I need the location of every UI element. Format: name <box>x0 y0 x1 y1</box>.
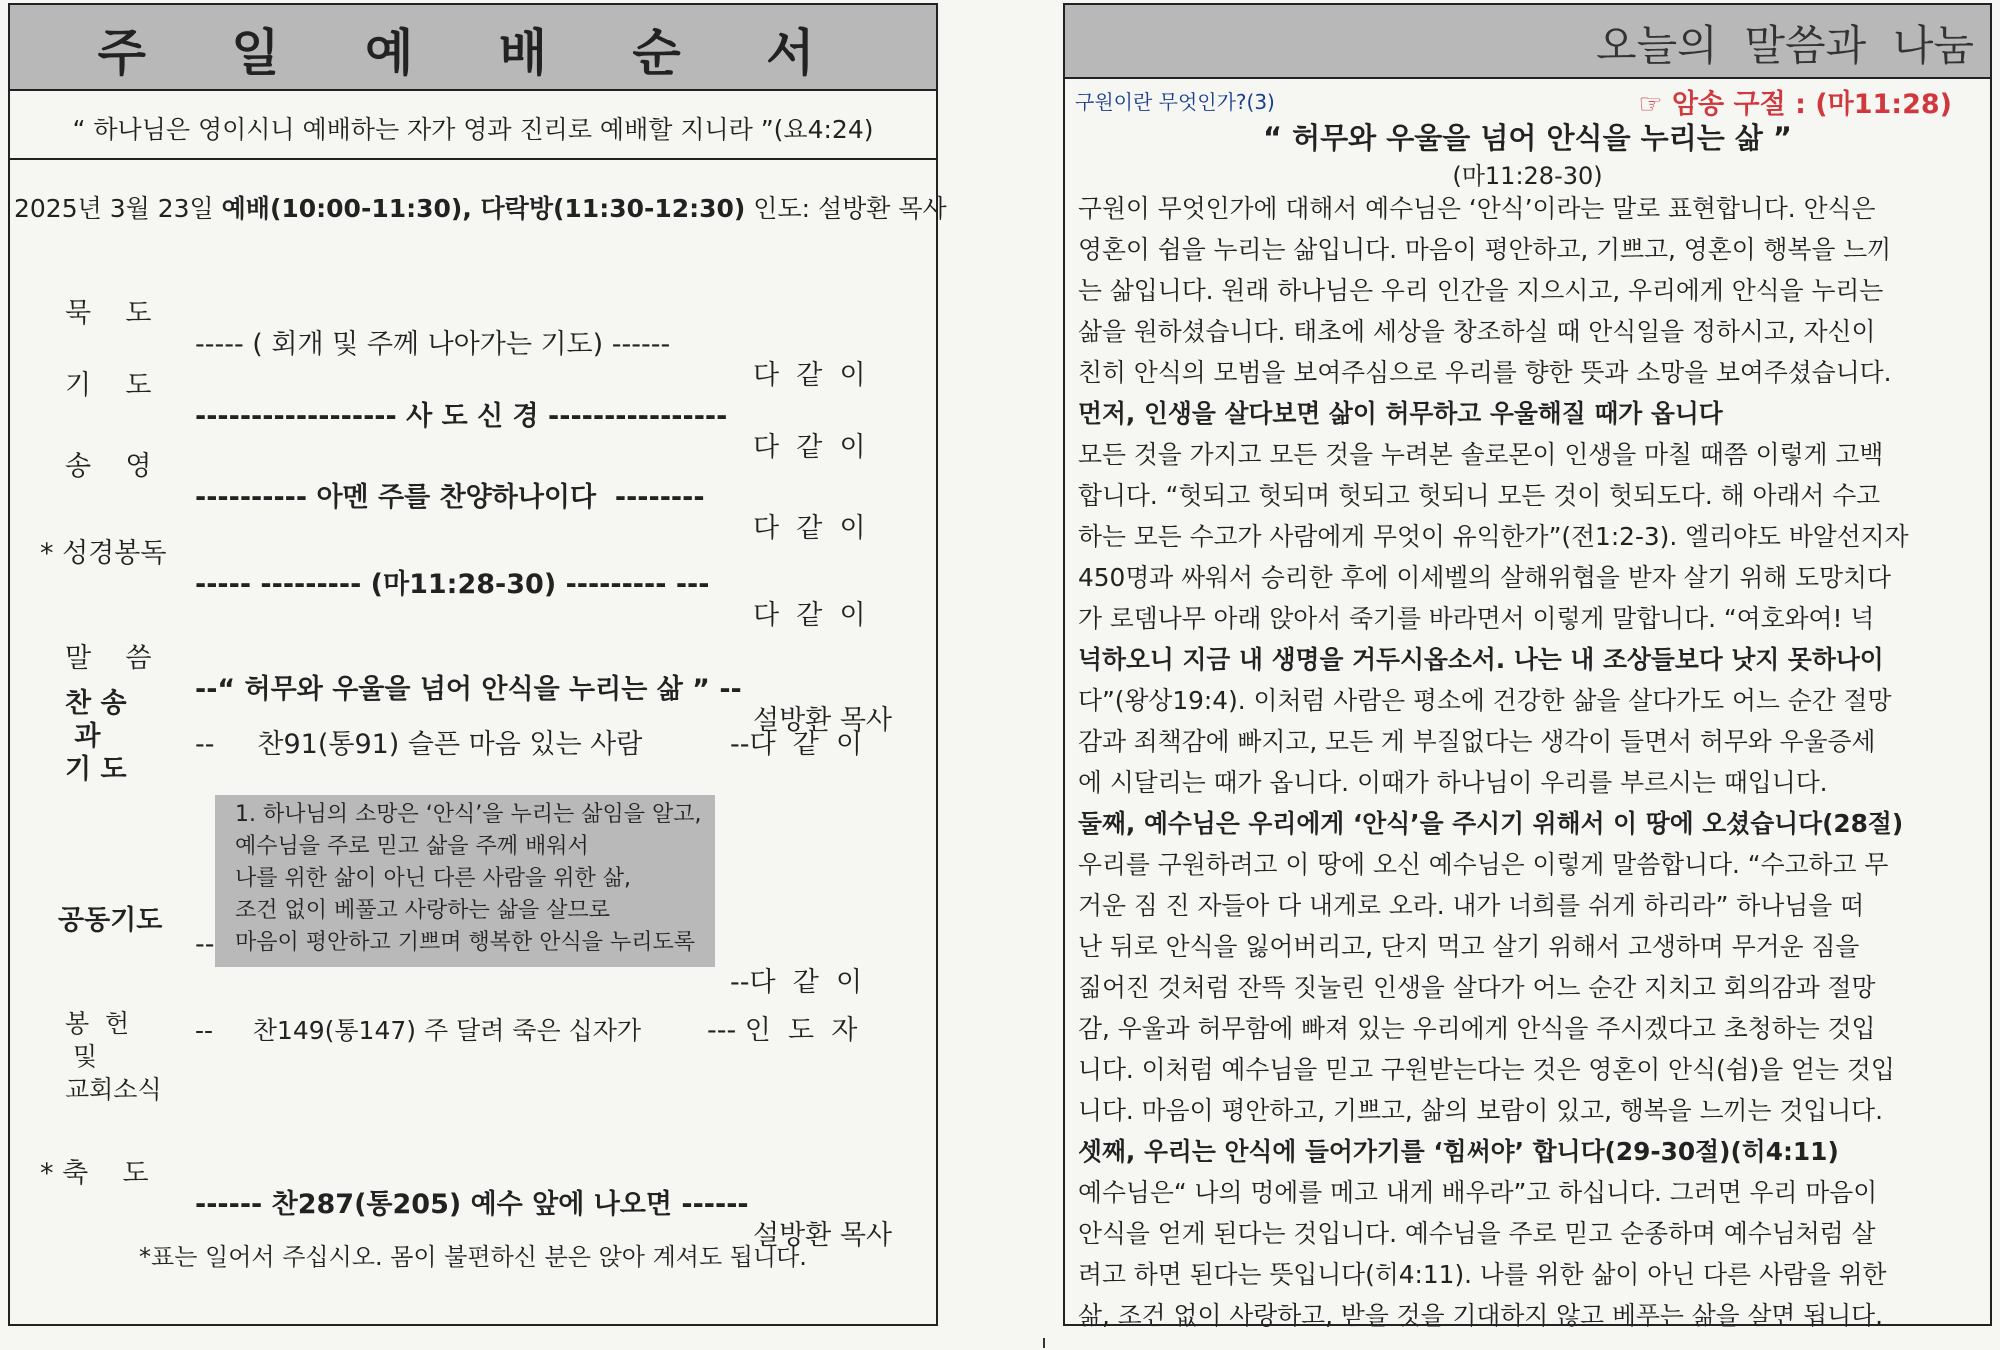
sermon-reference: (마11:28-30) <box>1452 162 1603 190</box>
sermon-body <box>1078 188 1978 1336</box>
sermon-line: 안식을 얻게 된다는 것입니다. 예수님을 주로 믿고 순종하며 예수님처럼 살 <box>1078 1219 1876 1248</box>
order-leader: 다 같 이 <box>753 513 866 544</box>
sermon-line: 예수님은“ 나의 멍에를 메고 내게 배우라”고 하십니다. 그러면 우리 마음이 <box>1078 1178 1878 1207</box>
sermon-line: 셋째, 우리는 안식에 들어가기를 ‘힘써야’ 합니다(29-30절)(히4:11) <box>1078 1137 1839 1166</box>
order-leader: 다 같 이 <box>753 600 866 631</box>
order-detail: ----- ( 회개 및 주께 나아가는 기도) ------ <box>195 329 671 360</box>
order-detail: -- 찬91(통91) 슬픈 마음 있는 사람 <box>195 729 643 760</box>
sermon-line: 다”(왕상19:4). 이처럼 사람은 평소에 건강한 삶을 살다가도 어느 순간 절망 <box>1078 686 1892 715</box>
prayer-line: 예수님을 주로 믿고 삶을 주께 배워서 <box>235 834 589 859</box>
worship-order-header <box>10 5 936 91</box>
order-detail: -- 찬149(통147) 주 달려 죽은 십자가 <box>195 1016 642 1045</box>
sermon-line: 합니다. “헛되고 헛되며 헛되고 헛되니 모든 것이 헛되도다. 해 아래서 수고 <box>1078 481 1881 510</box>
order-leader: 설방환 목사 <box>753 1220 892 1251</box>
sermon-line: 감과 죄책감에 빠지고, 모든 게 부질없다는 생각이 들면서 허무와 우울증세 <box>1078 727 1876 756</box>
order-detail: ------------------ 사 도 신 경 ---------------- <box>195 401 728 432</box>
sermon-line: 450명과 싸워서 승리한 후에 이세벨의 살해위협을 받자 살기 위해 도망치다 <box>1078 563 1891 592</box>
order-leader: --다 같 이 <box>730 967 863 998</box>
sermon-header <box>1065 5 1990 79</box>
sermon-line: 친히 안식의 모범을 보여주심으로 우리를 향한 뜻과 소망을 보여주셨습니다. <box>1078 358 1892 387</box>
sermon-line: 니다. 마음이 평안하고, 기쁘고, 삶의 보람이 있고, 행복을 느끼는 것입니다. <box>1078 1096 1884 1125</box>
sermon-line: 하는 모든 수고가 사람에게 무엇이 유익한가”(전1:2-3). 엘리야도 바알선지자 <box>1078 522 1909 551</box>
sermon-line: 구원이 무엇인가에 대해서 예수님은 ‘안식’이라는 말로 표현합니다. 안식은 <box>1078 194 1876 223</box>
order-detail: -- <box>195 929 215 960</box>
order-detail: ------ 찬287(통205) 예수 앞에 나오면 ------ <box>195 1189 749 1220</box>
order-detail: --“ 허무와 우울을 넘어 안식을 누리는 삶 ” -- <box>195 674 742 705</box>
standing-note: *표는 일어서 주십시오. 몸이 불편하신 분은 앉아 계셔도 됩니다. <box>139 1243 807 1271</box>
page-mark <box>1043 1338 1045 1348</box>
sermon-title: “ 허무와 우울을 넘어 안식을 누리는 삶 ” <box>1262 121 1792 155</box>
date-times: 예배(10:00-11:30), 다락방(11:30-12:30) <box>221 194 746 223</box>
date-leader: 인도: 설방환 목사 <box>745 194 947 223</box>
series-subtitle: 구원이란 무엇인가?(3) <box>1075 90 1275 114</box>
sermon-line: 가 로뎀나무 아래 앉아서 죽기를 바라면서 이렇게 말합니다. “여호와여! 넉 <box>1078 604 1875 633</box>
sermon-line: 둘째, 예수님은 우리에게 ‘안식’을 주시기 위해서 이 땅에 오셨습니다(28절) <box>1078 809 1904 838</box>
sermon-panel-title: 오늘의 말씀과 나눔 <box>1596 21 1974 70</box>
prayer-line: 조건 없이 베풀고 사랑하는 삶을 살므로 <box>235 898 610 923</box>
order-label: 찬 송 과 기 도 <box>65 688 127 785</box>
order-label: 말 씀 <box>65 643 152 674</box>
divider <box>10 158 936 160</box>
sermon-line: 삶을 원하셨습니다. 태초에 세상을 창조하실 때 안식일을 정하시고, 자신이 <box>1078 317 1876 346</box>
common-prayer-box <box>215 795 715 967</box>
sermon-line: 영혼이 쉼을 누리는 삶입니다. 마음이 평안하고, 기쁘고, 영혼이 행복을 느끼 <box>1078 235 1892 264</box>
worship-order-title: 주 일 예 배 순 서 <box>97 24 849 82</box>
order-label: 묵 도 <box>65 298 152 329</box>
prayer-line: 마음이 평안하고 기쁘며 행복한 안식을 누리도록 <box>235 930 696 955</box>
sermon-line: 감, 우울과 허무함에 빠져 있는 우리에게 안식을 주시겠다고 초청하는 것입 <box>1078 1014 1876 1043</box>
sermon-line: 에 시달리는 때가 옵니다. 이때가 하나님이 우리를 부르시는 때입니다. <box>1078 768 1828 797</box>
memory-verse: ☞ 암송 구절 : (마11:28) <box>1638 89 1952 120</box>
prayer-line: 나를 위한 삶이 아닌 다른 사람을 위한 삶, <box>235 866 631 891</box>
order-label: 송 영 <box>65 451 152 482</box>
service-date <box>14 189 947 225</box>
order-leader: 다 같 이 <box>753 432 866 463</box>
sermon-line: 짊어진 것처럼 잔뜩 짓눌린 인생을 살다가 어느 순간 지치고 회의감과 절망 <box>1078 973 1876 1002</box>
sermon-line: 난 뒤로 안식을 잃어버리고, 단지 먹고 살기 위해서 고생하며 무거운 짐을 <box>1078 932 1860 961</box>
sermon-line: 거운 짐 진 자들아 다 내게로 오라. 내가 너희를 쉬게 하리라” 하나님을 떠 <box>1078 891 1865 920</box>
sermon-line: 니다. 이처럼 예수님을 믿고 구원받는다는 것은 영혼이 안식(쉼)을 얻는 것입 <box>1078 1055 1895 1084</box>
order-label: 공동기도 <box>58 905 163 936</box>
order-detail: ---------- 아멘 주를 찬양하나이다 -------- <box>195 482 705 513</box>
order-detail: ----- --------- (마11:28-30) --------- --- <box>195 569 710 600</box>
sermon-line: 삶, 조건 없이 사랑하고, 받을 것을 기대하지 않고 베푸는 삶을 살면 됩니다. <box>1078 1301 1884 1330</box>
sermon-line: 먼저, 인생을 살다보면 삶이 허무하고 우울해질 때가 옵니다 <box>1078 399 1723 428</box>
sermon-line: 모든 것을 가지고 모든 것을 누려본 솔로몬이 인생을 마칠 때쯤 이렇게 고백 <box>1078 440 1884 469</box>
prayer-line: 1. 하나님의 소망은 ‘안식’을 누리는 삶임을 알고, <box>235 802 702 827</box>
order-label: 봉 헌 및 교회소식 <box>65 1009 162 1104</box>
order-leader: --다 같 이 <box>730 729 863 760</box>
sermon-line: 려고 하면 된다는 뜻입니다(히4:11). 나를 위한 삶이 아닌 다른 사람을 위한 <box>1078 1260 1887 1289</box>
worship-verse: “ 하나님은 영이시니 예배하는 자가 영과 진리로 예배할 지니라 ”(요4:24) <box>72 115 874 144</box>
sermon-line: 는 삶입니다. 원래 하나님은 우리 인간을 지으시고, 우리에게 안식을 누리는 <box>1078 276 1884 305</box>
order-leader: 설방환 목사 <box>753 705 892 736</box>
sermon-line: 넉하오니 지금 내 생명을 거두시옵소서. 나는 내 조상들보다 낫지 못하나이 <box>1078 645 1884 674</box>
order-leader: --- 인 도 자 <box>707 1015 858 1046</box>
sermon-line: 우리를 구원하려고 이 땅에 오신 예수님은 이렇게 말씀합니다. “수고하고 무 <box>1078 850 1889 879</box>
date-prefix: 2025년 3월 23일 <box>14 194 222 223</box>
order-label: * 축 도 <box>40 1158 149 1189</box>
worship-order-panel <box>8 3 947 1326</box>
order-label: * 성경봉독 <box>40 538 167 569</box>
order-leader: 다 같 이 <box>753 360 866 391</box>
order-label: 기 도 <box>65 370 152 401</box>
